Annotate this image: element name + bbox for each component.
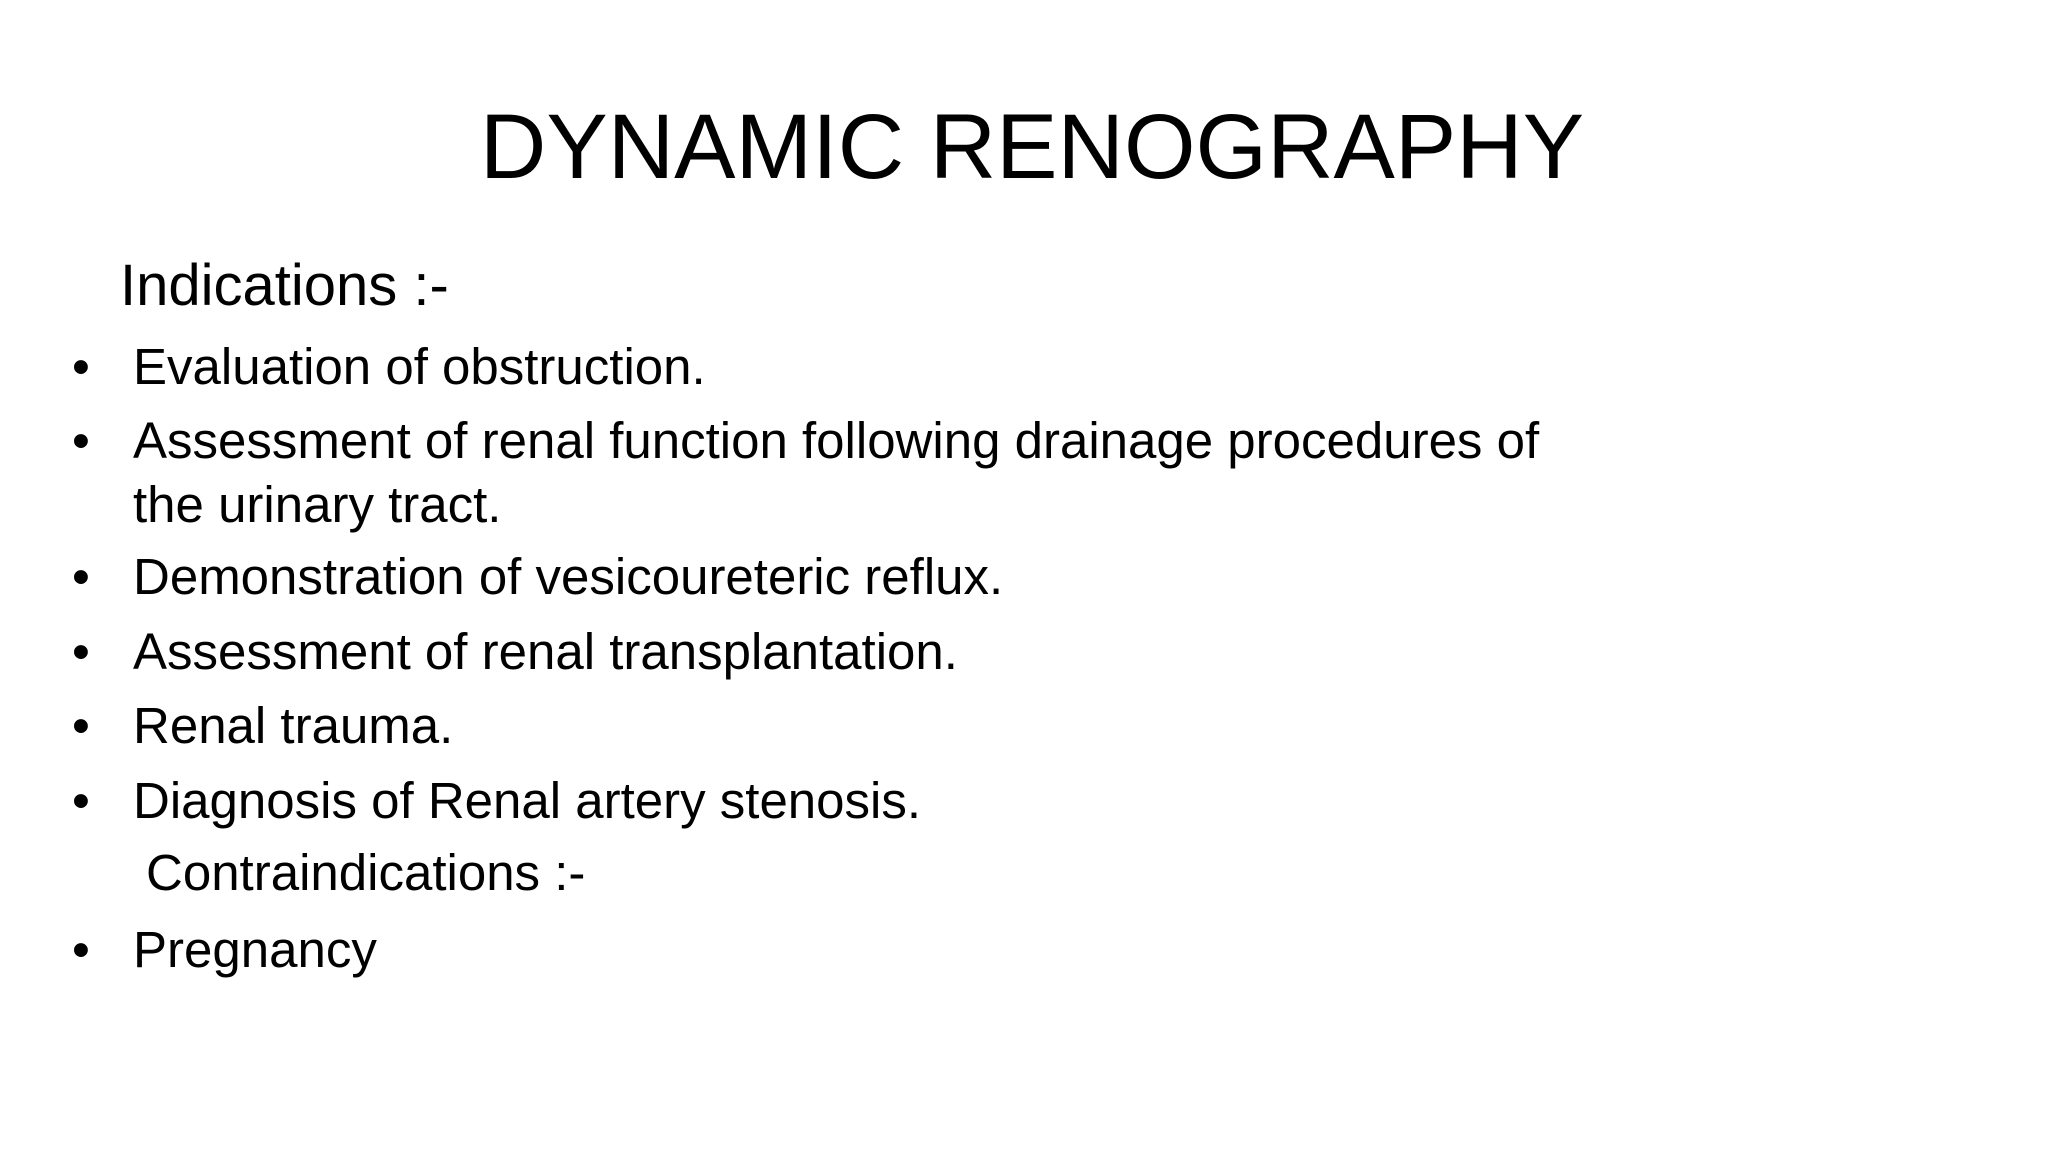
bullet-icon: • [72,338,90,395]
indication-text: Demonstration of vesicoureteric reflux. [133,548,1004,605]
indication-text: Renal trauma. [133,697,454,754]
indication-text: Assessment of renal function following drainage procedures of the urinary tract. [133,412,1540,533]
contraindications-heading: Contraindications :- [146,844,586,901]
indication-text: Diagnosis of Renal artery stenosis. [133,772,922,829]
bullet-icon: • [72,921,90,978]
indication-text: Evaluation of obstruction. [133,338,706,395]
indication-text: Assessment of renal transplantation. [133,623,958,680]
bullet-icon: • [72,697,90,754]
bullet-icon: • [72,623,90,680]
slide-title: DYNAMIC RENOGRAPHY [479,96,1585,198]
indications-heading: Indications :- [120,253,449,318]
contraindication-text: Pregnancy [133,921,377,978]
bullet-icon: • [72,548,90,605]
bullet-icon: • [72,412,90,469]
bullet-icon: • [72,772,90,829]
